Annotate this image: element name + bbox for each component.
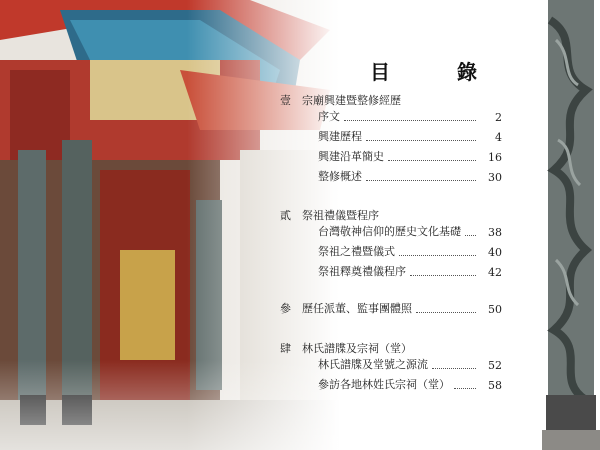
page-number: 16	[488, 151, 502, 164]
leader-dots	[432, 368, 476, 369]
leader-dots	[366, 140, 476, 141]
page-number: 50	[488, 303, 502, 316]
section-heading-1	[280, 92, 401, 108]
section-title: 林氏譜牒及宗祠（堂）	[302, 342, 412, 355]
toc-entry[interactable]	[318, 265, 502, 279]
toc-entry[interactable]	[318, 378, 502, 392]
page-number: 38	[488, 226, 502, 239]
entry-title: 林氏譜牒及堂號之源流	[318, 358, 428, 371]
leader-dots	[344, 120, 476, 121]
toc-entry[interactable]	[318, 245, 502, 259]
page-number: 2	[495, 111, 502, 124]
section-number: 壹	[280, 94, 291, 107]
leader-dots	[366, 180, 476, 181]
entry-title: 參訪各地林姓氏宗祠（堂）	[318, 378, 450, 391]
section-title: 祭祖禮儀暨程序	[302, 209, 379, 222]
entry-title: 興建沿革簡史	[318, 150, 384, 163]
entry-title: 整修概述	[318, 170, 362, 183]
page-number: 52	[488, 359, 502, 372]
page-number: 58	[488, 379, 502, 392]
page-number: 42	[488, 266, 502, 279]
section-title: 宗廟興建暨整修經歷	[302, 94, 401, 107]
leader-dots	[465, 235, 476, 236]
entry-title: 祭祖之禮暨儀式	[318, 245, 395, 258]
entry-title: 興建歷程	[318, 130, 362, 143]
toc-title: 目 錄	[370, 60, 507, 84]
toc-entry[interactable]	[318, 130, 502, 144]
leader-dots	[399, 255, 476, 256]
entry-title: 祭祖釋奠禮儀程序	[318, 265, 406, 278]
table-of-contents	[280, 52, 510, 432]
section-number: 參	[280, 302, 291, 315]
section-heading-2	[280, 207, 379, 223]
toc-entry[interactable]	[318, 225, 502, 239]
toc-entry[interactable]	[318, 358, 502, 372]
section-heading-3[interactable]	[280, 302, 502, 316]
section-number: 貳	[280, 209, 291, 222]
page-number: 4	[495, 131, 502, 144]
section-title: 歷任派董、監事團體照	[302, 302, 412, 315]
toc-entry[interactable]	[318, 150, 502, 164]
toc-entry[interactable]	[318, 110, 502, 124]
toc-entry[interactable]	[318, 170, 502, 184]
section-number: 肆	[280, 342, 291, 355]
entry-title: 台灣敬神信仰的歷史文化基礎	[318, 225, 461, 238]
leader-dots	[454, 388, 476, 389]
leader-dots	[410, 275, 476, 276]
leader-dots	[388, 160, 476, 161]
entry-title: 序文	[318, 110, 340, 123]
section-heading-4	[280, 340, 412, 356]
page-number: 40	[488, 246, 502, 259]
leader-dots	[416, 312, 476, 313]
dragon-pillar-photo	[542, 0, 600, 450]
page-number: 30	[488, 171, 502, 184]
